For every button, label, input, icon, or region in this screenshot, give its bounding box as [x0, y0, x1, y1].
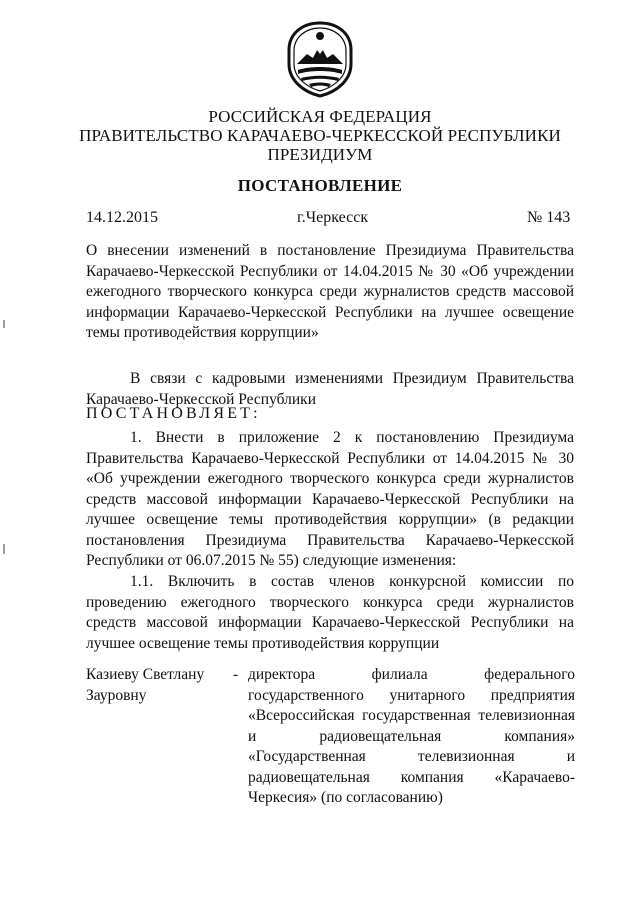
item-1-paragraph: 1. Внести в приложение 2 к постановлению Президиума Правительства Карачаево-Черкесской Республики от 14.04.2015 № 30 «Об учреждении ежегодного творческого конкурса среди журналистов средств массовой информации Карачаево-Черкесской Республики на лучшее освещение темы противодействия коррупции» (в редакции постановления Президиума Правительства Карачаево-Черкесской Республики от 06.07.2015 № 55) следующие изменения: — [86, 429, 574, 569]
document-type: ПОСТАНОВЛЕНИЕ — [237, 176, 403, 195]
decree-word: ПОСТАНОВЛЯЕТ: — [86, 405, 261, 422]
document-date: 14.12.2015 — [86, 209, 158, 226]
member-dash: - — [233, 666, 239, 683]
member-name: Казиеву Светлану Зауровну — [86, 666, 205, 704]
scan-mark — [3, 320, 5, 328]
preamble-paragraph: В связи с кадровыми изменениями Президиум Правительства Карачаево-Черкесской Республики — [86, 370, 574, 408]
document-subject: О внесении изменений в постановление Президиума Правительства Карачаево-Черкесской Республики от 14.04.2015 № 30 «Об учреждении ежегодного творческого конкурса среди журналистов средств массовой информации Карачаево-Черкесской Республики на лучшее освещение темы противодействия коррупции» — [86, 242, 574, 341]
header-presidium: ПРЕЗИДИУМ — [267, 145, 373, 164]
document-number: № 143 — [527, 209, 571, 226]
document-place: г.Черкесск — [297, 209, 369, 226]
scan-mark — [3, 544, 5, 554]
item-1-1-paragraph: 1.1. Включить в состав членов конкурсной комиссии по проведению ежегодного творческого конкурса среди журналистов средств массовой информации Карачаево-Черкесской Республики на лучшее освещение темы противодействия коррупции — [86, 573, 574, 652]
coat-of-arms-icon — [285, 20, 355, 98]
member-description: директора филиала федерального государственного унитарного предприятия «Всероссийская государственная телевизионная и радиовещательная компания» «Государственная телевизионная и радиовещательная компания «Карачаево-Черкесия» (по согласованию) — [248, 666, 575, 806]
header-government: ПРАВИТЕЛЬСТВО КАРАЧАЕВО-ЧЕРКЕССКОЙ РЕСПУБЛИКИ — [79, 126, 561, 145]
header-country: РОССИЙСКАЯ ФЕДЕРАЦИЯ — [208, 107, 432, 126]
